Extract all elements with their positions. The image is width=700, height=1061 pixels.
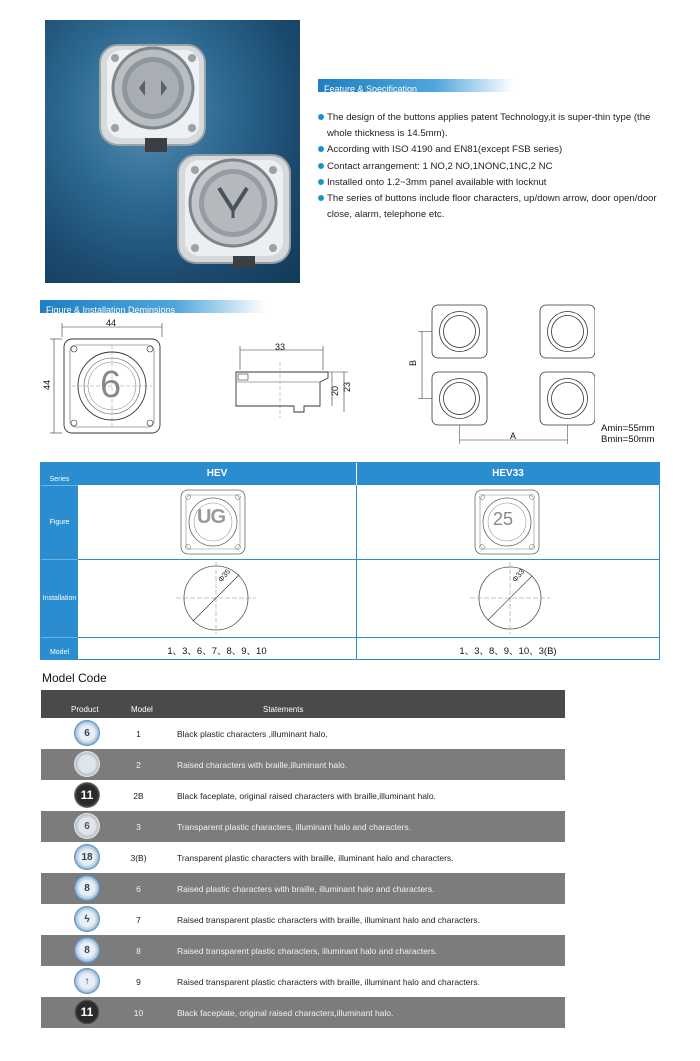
feature-item: Installed onto 1.2~3mm panel available with locknut — [318, 175, 663, 191]
row-label-series: Series — [41, 463, 78, 485]
header-statements: Statements — [263, 705, 304, 714]
grid-label-b: B — [408, 359, 419, 367]
bmin-label: Bmin=50mm — [601, 434, 655, 445]
feature-heading: Feature & Specification — [324, 84, 418, 94]
series-table — [40, 462, 660, 660]
hev-installation-drawing — [171, 562, 261, 634]
feature-item: According with ISO 4190 and EN81(except FSB series) — [318, 142, 663, 158]
model-statement: Transparent plastic characters, illuminant halo and characters. — [177, 822, 412, 832]
model-statement: Transparent plastic characters with braille, illuminant halo and characters. — [177, 853, 454, 863]
front-height-label: 44 — [42, 379, 53, 391]
model-code-title: Model Code — [42, 671, 107, 685]
feature-item: Contact arrangement: 1 NO,2 NO,1NONC,1NC,2 NC — [318, 159, 663, 175]
model-statement: Raised transparent plastic characters with braille, illuminant halo and characters. — [177, 977, 480, 987]
model-statement: Raised transparent plastic characters, illuminant halo and characters. — [177, 946, 438, 956]
feature-item: The design of the buttons applies patent Technology,it is super-thin type (the whole thickness is 14.5mm). — [318, 110, 663, 142]
model-number: 7 — [136, 915, 141, 925]
model-code-table — [41, 690, 565, 1028]
hev33-installation-drawing — [465, 562, 555, 634]
side-width-label: 33 — [275, 342, 286, 352]
hev33-hole-label: Φ33 — [510, 567, 527, 584]
product-button-icon: 18 — [74, 844, 100, 870]
side-view-drawing — [228, 340, 358, 425]
header-product: Product — [71, 705, 99, 714]
side-height-2: 23 — [342, 381, 353, 393]
front-width-label: 44 — [106, 318, 117, 328]
feature-list — [318, 110, 663, 223]
table-row — [41, 997, 565, 1028]
table-row — [41, 966, 565, 997]
table-row — [41, 811, 565, 842]
hev-hole-label: Φ35 — [216, 567, 233, 584]
model-number: 1 — [136, 729, 141, 739]
model-number: 6 — [136, 884, 141, 894]
column-header-hev: HEV — [78, 463, 356, 485]
product-button-icon: 11 — [74, 999, 100, 1025]
model-statement: Black faceplate, original raised characters,illuminant halo. — [177, 1008, 394, 1018]
model-number: 8 — [136, 946, 141, 956]
row-label-figure: Figure — [41, 485, 78, 559]
model-number: 2B — [133, 791, 144, 801]
product-button-icon: 8 — [74, 937, 100, 963]
table-row — [41, 718, 565, 749]
hev33-figure-char: 25 — [493, 509, 514, 529]
hev-models: 1、3、6、7、8、9、10 — [167, 646, 267, 657]
model-statement: Raised characters with braille,illuminant halo. — [177, 760, 348, 770]
product-button-icon: 8 — [74, 875, 100, 901]
product-button-icon: ϟ — [74, 906, 100, 932]
side-height-1: 20 — [330, 385, 341, 397]
model-number: 10 — [133, 1008, 144, 1018]
figure-heading: Figure & Installation Deminsions — [46, 305, 176, 315]
header-model: Model — [131, 705, 153, 714]
table-row — [41, 935, 565, 966]
model-statement: Raised plastic characters with braille, illuminant halo and characters. — [177, 884, 435, 894]
model-number: 2 — [136, 760, 141, 770]
column-header-hev33: HEV33 — [357, 463, 659, 485]
grid-label-a: A — [510, 431, 517, 441]
product-button-icon: 6 — [74, 720, 100, 746]
product-button-icon: 6 — [74, 813, 100, 839]
button-photo-upper — [100, 45, 205, 152]
button-photo-lower — [178, 155, 290, 268]
model-code-header — [41, 690, 565, 718]
row-label-installation: Installation — [41, 559, 78, 637]
table-row — [41, 842, 565, 873]
row-label-model: Model — [41, 637, 78, 659]
hev33-models: 1、3、8、9、10、3(B) — [459, 646, 557, 657]
table-row — [41, 780, 565, 811]
model-statement: Black plastic characters ,illuminant halo. — [177, 729, 328, 739]
model-number: 3 — [136, 822, 141, 832]
model-number: 9 — [136, 977, 141, 987]
model-statement: Raised transparent plastic characters with braille, illuminant halo and characters. — [177, 915, 480, 925]
table-row — [41, 873, 565, 904]
table-row — [41, 749, 565, 780]
hev-figure-char: UG — [197, 506, 225, 528]
product-button-icon — [74, 751, 100, 777]
product-button-icon: 11 — [74, 782, 100, 808]
feature-item: The series of buttons include floor characters, up/down arrow, door open/door close, alarm, telephone etc. — [318, 191, 663, 223]
model-number: 3(B) — [130, 853, 147, 863]
product-button-icon: ↑ — [74, 968, 100, 994]
amin-label: Amin=55mm — [601, 423, 655, 434]
product-photo — [45, 20, 300, 283]
spacing-grid-drawing — [410, 300, 595, 445]
feature-heading-bar — [318, 79, 513, 92]
model-statement: Black faceplate, original raised characters with braille,illuminant halo. — [177, 791, 436, 801]
figure-heading-bar — [40, 300, 265, 313]
front-char: 6 — [100, 364, 122, 406]
table-row — [41, 904, 565, 935]
